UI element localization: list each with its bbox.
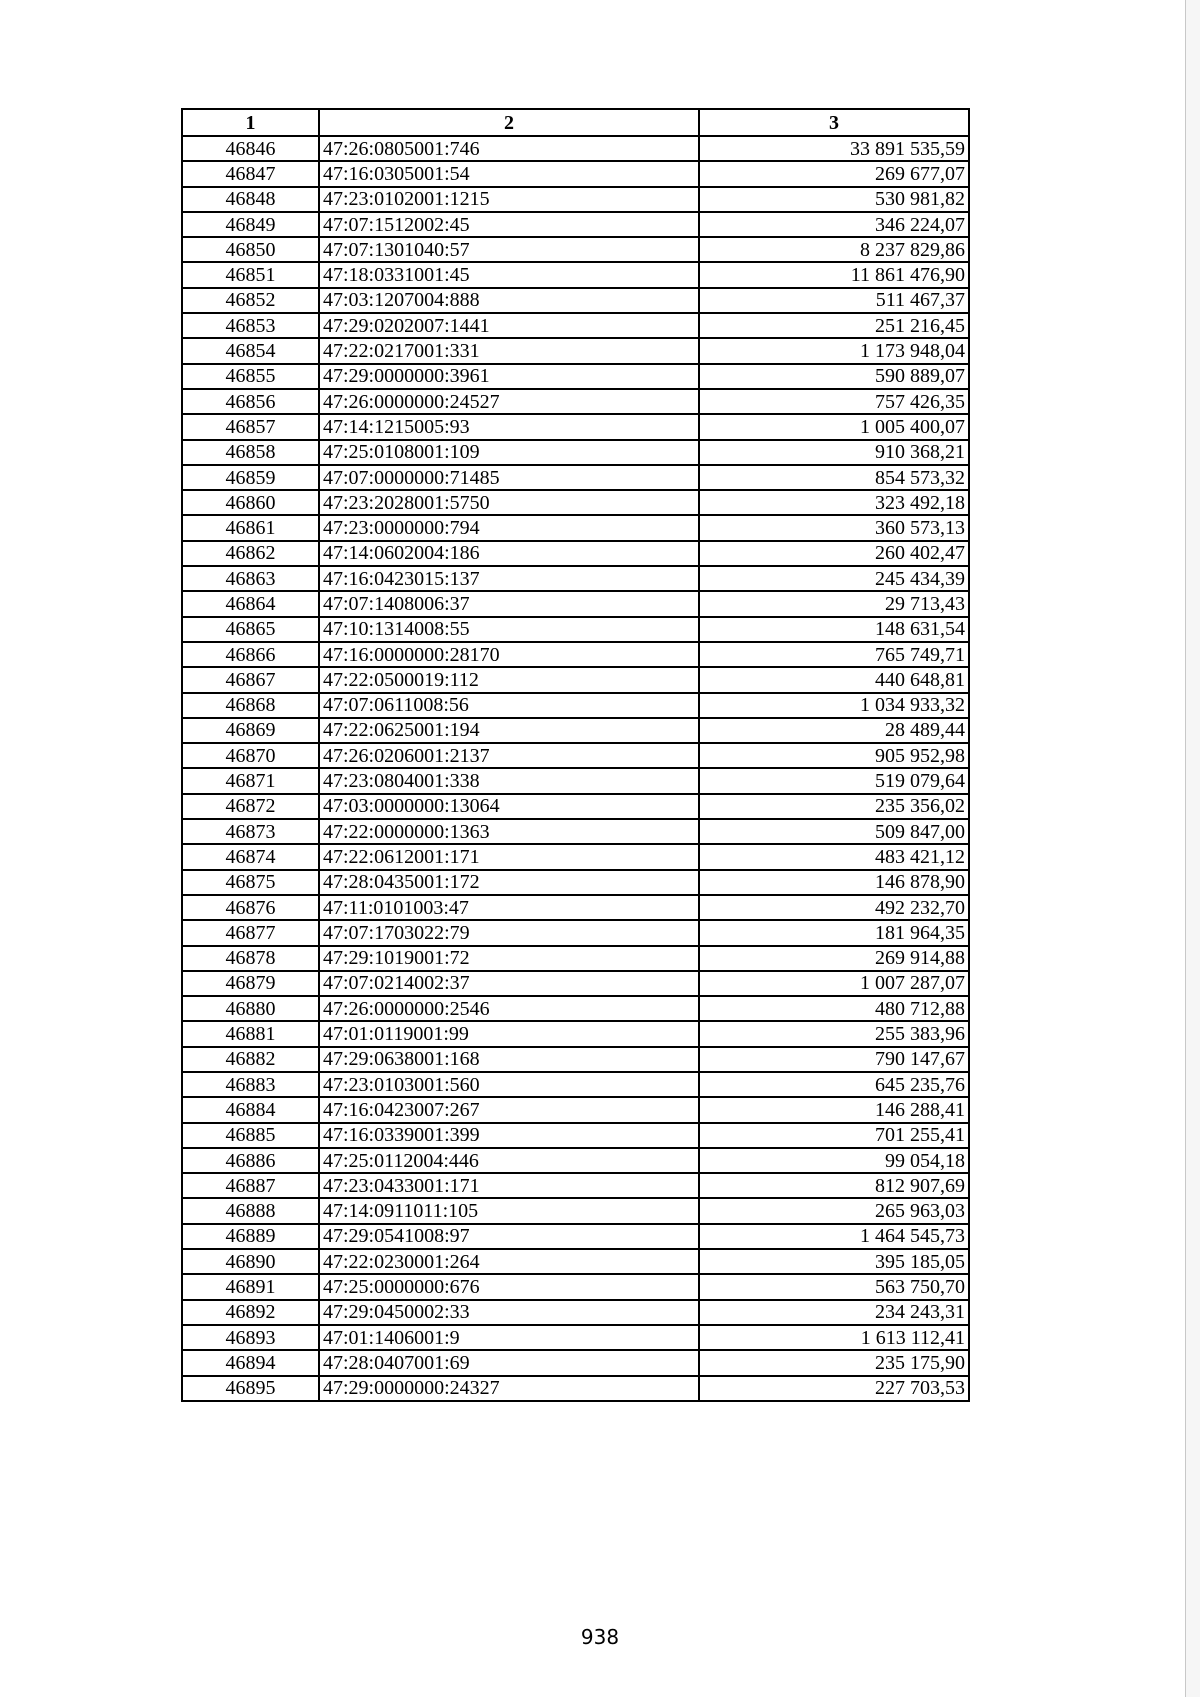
amount-cell: 701 255,41 — [699, 1123, 969, 1148]
row-number-cell: 46851 — [182, 262, 319, 287]
cadastral-number-cell: 47:28:0407001:69 — [319, 1350, 699, 1375]
data-table — [181, 108, 970, 1402]
amount-cell: 1 034 933,32 — [699, 693, 969, 718]
row-number-cell: 46889 — [182, 1224, 319, 1249]
amount-cell: 269 914,88 — [699, 946, 969, 971]
table-row — [182, 971, 969, 996]
cadastral-number-cell: 47:01:1406001:9 — [319, 1325, 699, 1350]
amount-cell: 910 368,21 — [699, 440, 969, 465]
table-row — [182, 414, 969, 439]
row-number-cell: 46886 — [182, 1148, 319, 1173]
row-number-cell: 46870 — [182, 743, 319, 768]
cadastral-number-cell: 47:10:1314008:55 — [319, 617, 699, 642]
cadastral-number-cell: 47:23:0000000:794 — [319, 515, 699, 540]
row-number-cell: 46853 — [182, 313, 319, 338]
amount-cell: 812 907,69 — [699, 1173, 969, 1198]
row-number-cell: 46877 — [182, 920, 319, 945]
table-row — [182, 667, 969, 692]
table-row — [182, 718, 969, 743]
row-number-cell: 46847 — [182, 161, 319, 186]
amount-cell: 323 492,18 — [699, 490, 969, 515]
cadastral-number-cell: 47:07:1703022:79 — [319, 920, 699, 945]
amount-cell: 1 005 400,07 — [699, 414, 969, 439]
row-number-cell: 46848 — [182, 187, 319, 212]
amount-cell: 511 467,37 — [699, 288, 969, 313]
amount-cell: 265 963,03 — [699, 1198, 969, 1223]
row-number-cell: 46854 — [182, 338, 319, 363]
amount-cell: 530 981,82 — [699, 187, 969, 212]
amount-cell: 492 232,70 — [699, 895, 969, 920]
row-number-cell: 46873 — [182, 819, 319, 844]
table-row — [182, 136, 969, 161]
table-row — [182, 161, 969, 186]
amount-cell: 563 750,70 — [699, 1274, 969, 1299]
row-number-cell: 46866 — [182, 642, 319, 667]
amount-cell: 235 175,90 — [699, 1350, 969, 1375]
amount-cell: 645 235,76 — [699, 1072, 969, 1097]
row-number-cell: 46893 — [182, 1325, 319, 1350]
table-row — [182, 1325, 969, 1350]
table-row — [182, 693, 969, 718]
amount-cell: 519 079,64 — [699, 768, 969, 793]
header-col-3: 3 — [699, 109, 969, 136]
amount-cell: 8 237 829,86 — [699, 237, 969, 262]
amount-cell: 33 891 535,59 — [699, 136, 969, 161]
row-number-cell: 46869 — [182, 718, 319, 743]
table-row — [182, 364, 969, 389]
table-row — [182, 819, 969, 844]
cadastral-number-cell: 47:25:0112004:446 — [319, 1148, 699, 1173]
cadastral-number-cell: 47:26:0000000:24527 — [319, 389, 699, 414]
table-row — [182, 1047, 969, 1072]
table-row — [182, 1123, 969, 1148]
cadastral-number-cell: 47:22:0000000:1363 — [319, 819, 699, 844]
cadastral-number-cell: 47:28:0435001:172 — [319, 870, 699, 895]
table-row — [182, 237, 969, 262]
row-number-cell: 46895 — [182, 1376, 319, 1401]
amount-cell: 28 489,44 — [699, 718, 969, 743]
amount-cell: 260 402,47 — [699, 541, 969, 566]
cadastral-number-cell: 47:07:1408006:37 — [319, 591, 699, 616]
amount-cell: 590 889,07 — [699, 364, 969, 389]
cadastral-number-cell: 47:29:0000000:3961 — [319, 364, 699, 389]
amount-cell: 1 613 112,41 — [699, 1325, 969, 1350]
table-row — [182, 1148, 969, 1173]
row-number-cell: 46880 — [182, 996, 319, 1021]
header-col-2: 2 — [319, 109, 699, 136]
cadastral-number-cell: 47:01:0119001:99 — [319, 1021, 699, 1046]
amount-cell: 255 383,96 — [699, 1021, 969, 1046]
cadastral-number-cell: 47:03:1207004:888 — [319, 288, 699, 313]
amount-cell: 854 573,32 — [699, 465, 969, 490]
cadastral-number-cell: 47:23:0102001:1215 — [319, 187, 699, 212]
amount-cell: 395 185,05 — [699, 1249, 969, 1274]
cadastral-number-cell: 47:22:0230001:264 — [319, 1249, 699, 1274]
row-number-cell: 46883 — [182, 1072, 319, 1097]
header-col-1: 1 — [182, 109, 319, 136]
cadastral-number-cell: 47:23:0103001:560 — [319, 1072, 699, 1097]
row-number-cell: 46864 — [182, 591, 319, 616]
cadastral-number-cell: 47:29:0000000:24327 — [319, 1376, 699, 1401]
table-row — [182, 440, 969, 465]
cadastral-number-cell: 47:29:0541008:97 — [319, 1224, 699, 1249]
row-number-cell: 46852 — [182, 288, 319, 313]
cadastral-number-cell: 47:16:0305001:54 — [319, 161, 699, 186]
cadastral-number-cell: 47:16:0423015:137 — [319, 566, 699, 591]
table-body — [182, 136, 969, 1401]
table-row — [182, 566, 969, 591]
table-row — [182, 617, 969, 642]
cadastral-number-cell: 47:14:1215005:93 — [319, 414, 699, 439]
row-number-cell: 46871 — [182, 768, 319, 793]
table-row — [182, 1097, 969, 1122]
row-number-cell: 46882 — [182, 1047, 319, 1072]
row-number-cell: 46868 — [182, 693, 319, 718]
row-number-cell: 46846 — [182, 136, 319, 161]
amount-cell: 99 054,18 — [699, 1148, 969, 1173]
row-number-cell: 46887 — [182, 1173, 319, 1198]
row-number-cell: 46894 — [182, 1350, 319, 1375]
row-number-cell: 46874 — [182, 844, 319, 869]
cadastral-number-cell: 47:07:0000000:71485 — [319, 465, 699, 490]
table-row — [182, 1173, 969, 1198]
cadastral-number-cell: 47:18:0331001:45 — [319, 262, 699, 287]
table-row — [182, 313, 969, 338]
cadastral-number-cell: 47:26:0805001:746 — [319, 136, 699, 161]
table-row — [182, 288, 969, 313]
amount-cell: 905 952,98 — [699, 743, 969, 768]
table-row — [182, 1224, 969, 1249]
row-number-cell: 46863 — [182, 566, 319, 591]
table-row — [182, 591, 969, 616]
table-row — [182, 1198, 969, 1223]
row-number-cell: 46855 — [182, 364, 319, 389]
table-row — [182, 1072, 969, 1097]
cadastral-number-cell: 47:26:0000000:2546 — [319, 996, 699, 1021]
row-number-cell: 46875 — [182, 870, 319, 895]
cadastral-number-cell: 47:07:0611008:56 — [319, 693, 699, 718]
table-row — [182, 541, 969, 566]
cadastral-number-cell: 47:03:0000000:13064 — [319, 794, 699, 819]
row-number-cell: 46859 — [182, 465, 319, 490]
table-row — [182, 1376, 969, 1401]
amount-cell: 148 631,54 — [699, 617, 969, 642]
cadastral-number-cell: 47:29:0202007:1441 — [319, 313, 699, 338]
cadastral-number-cell: 47:23:2028001:5750 — [319, 490, 699, 515]
cadastral-number-cell: 47:25:0108001:109 — [319, 440, 699, 465]
row-number-cell: 46879 — [182, 971, 319, 996]
amount-cell: 346 224,07 — [699, 212, 969, 237]
cadastral-number-cell: 47:29:0450002:33 — [319, 1300, 699, 1325]
table-row — [182, 1300, 969, 1325]
cadastral-number-cell: 47:29:0638001:168 — [319, 1047, 699, 1072]
row-number-cell: 46876 — [182, 895, 319, 920]
amount-cell: 227 703,53 — [699, 1376, 969, 1401]
table-row — [182, 946, 969, 971]
row-number-cell: 46860 — [182, 490, 319, 515]
cadastral-number-cell: 47:25:0000000:676 — [319, 1274, 699, 1299]
table-row — [182, 187, 969, 212]
table-row — [182, 1274, 969, 1299]
row-number-cell: 46885 — [182, 1123, 319, 1148]
table-row — [182, 389, 969, 414]
amount-cell: 146 878,90 — [699, 870, 969, 895]
amount-cell: 480 712,88 — [699, 996, 969, 1021]
cadastral-number-cell: 47:22:0217001:331 — [319, 338, 699, 363]
row-number-cell: 46890 — [182, 1249, 319, 1274]
amount-cell: 360 573,13 — [699, 515, 969, 540]
header-row — [182, 109, 969, 136]
amount-cell: 440 648,81 — [699, 667, 969, 692]
amount-cell: 251 216,45 — [699, 313, 969, 338]
table-row — [182, 870, 969, 895]
row-number-cell: 46867 — [182, 667, 319, 692]
row-number-cell: 46891 — [182, 1274, 319, 1299]
cadastral-number-cell: 47:22:0500019:112 — [319, 667, 699, 692]
table-row — [182, 515, 969, 540]
table-row — [182, 1350, 969, 1375]
row-number-cell: 46888 — [182, 1198, 319, 1223]
amount-cell: 1 007 287,07 — [699, 971, 969, 996]
table-row — [182, 262, 969, 287]
page-edge — [1185, 0, 1200, 1697]
table-row — [182, 465, 969, 490]
table-row — [182, 743, 969, 768]
row-number-cell: 46857 — [182, 414, 319, 439]
row-number-cell: 46878 — [182, 946, 319, 971]
amount-cell: 181 964,35 — [699, 920, 969, 945]
table-row — [182, 1021, 969, 1046]
amount-cell: 29 713,43 — [699, 591, 969, 616]
cadastral-number-cell: 47:22:0625001:194 — [319, 718, 699, 743]
cadastral-number-cell: 47:14:0911011:105 — [319, 1198, 699, 1223]
row-number-cell: 46884 — [182, 1097, 319, 1122]
row-number-cell: 46892 — [182, 1300, 319, 1325]
page-number: 938 — [580, 1625, 620, 1649]
cadastral-number-cell: 47:22:0612001:171 — [319, 844, 699, 869]
cadastral-number-cell: 47:07:1512002:45 — [319, 212, 699, 237]
amount-cell: 146 288,41 — [699, 1097, 969, 1122]
cadastral-number-cell: 47:16:0339001:399 — [319, 1123, 699, 1148]
table-row — [182, 212, 969, 237]
amount-cell: 269 677,07 — [699, 161, 969, 186]
table-row — [182, 642, 969, 667]
cadastral-number-cell: 47:07:0214002:37 — [319, 971, 699, 996]
row-number-cell: 46856 — [182, 389, 319, 414]
amount-cell: 483 421,12 — [699, 844, 969, 869]
table-row — [182, 895, 969, 920]
row-number-cell: 46872 — [182, 794, 319, 819]
cadastral-number-cell: 47:14:0602004:186 — [319, 541, 699, 566]
amount-cell: 1 173 948,04 — [699, 338, 969, 363]
table-row — [182, 794, 969, 819]
cadastral-number-cell: 47:29:1019001:72 — [319, 946, 699, 971]
table-row — [182, 768, 969, 793]
row-number-cell: 46881 — [182, 1021, 319, 1046]
row-number-cell: 46861 — [182, 515, 319, 540]
row-number-cell: 46865 — [182, 617, 319, 642]
table-row — [182, 1249, 969, 1274]
cadastral-number-cell: 47:23:0804001:338 — [319, 768, 699, 793]
amount-cell: 790 147,67 — [699, 1047, 969, 1072]
table-row — [182, 996, 969, 1021]
amount-cell: 765 749,71 — [699, 642, 969, 667]
amount-cell: 1 464 545,73 — [699, 1224, 969, 1249]
cadastral-number-cell: 47:26:0206001:2137 — [319, 743, 699, 768]
cadastral-number-cell: 47:23:0433001:171 — [319, 1173, 699, 1198]
amount-cell: 757 426,35 — [699, 389, 969, 414]
cadastral-number-cell: 47:16:0423007:267 — [319, 1097, 699, 1122]
amount-cell: 235 356,02 — [699, 794, 969, 819]
table-header — [182, 109, 969, 136]
cadastral-number-cell: 47:16:0000000:28170 — [319, 642, 699, 667]
table-row — [182, 490, 969, 515]
table-row — [182, 920, 969, 945]
row-number-cell: 46862 — [182, 541, 319, 566]
table-row — [182, 338, 969, 363]
cadastral-number-cell: 47:11:0101003:47 — [319, 895, 699, 920]
amount-cell: 11 861 476,90 — [699, 262, 969, 287]
table-row — [182, 844, 969, 869]
row-number-cell: 46858 — [182, 440, 319, 465]
amount-cell: 509 847,00 — [699, 819, 969, 844]
amount-cell: 245 434,39 — [699, 566, 969, 591]
cadastral-number-cell: 47:07:1301040:57 — [319, 237, 699, 262]
amount-cell: 234 243,31 — [699, 1300, 969, 1325]
row-number-cell: 46849 — [182, 212, 319, 237]
row-number-cell: 46850 — [182, 237, 319, 262]
